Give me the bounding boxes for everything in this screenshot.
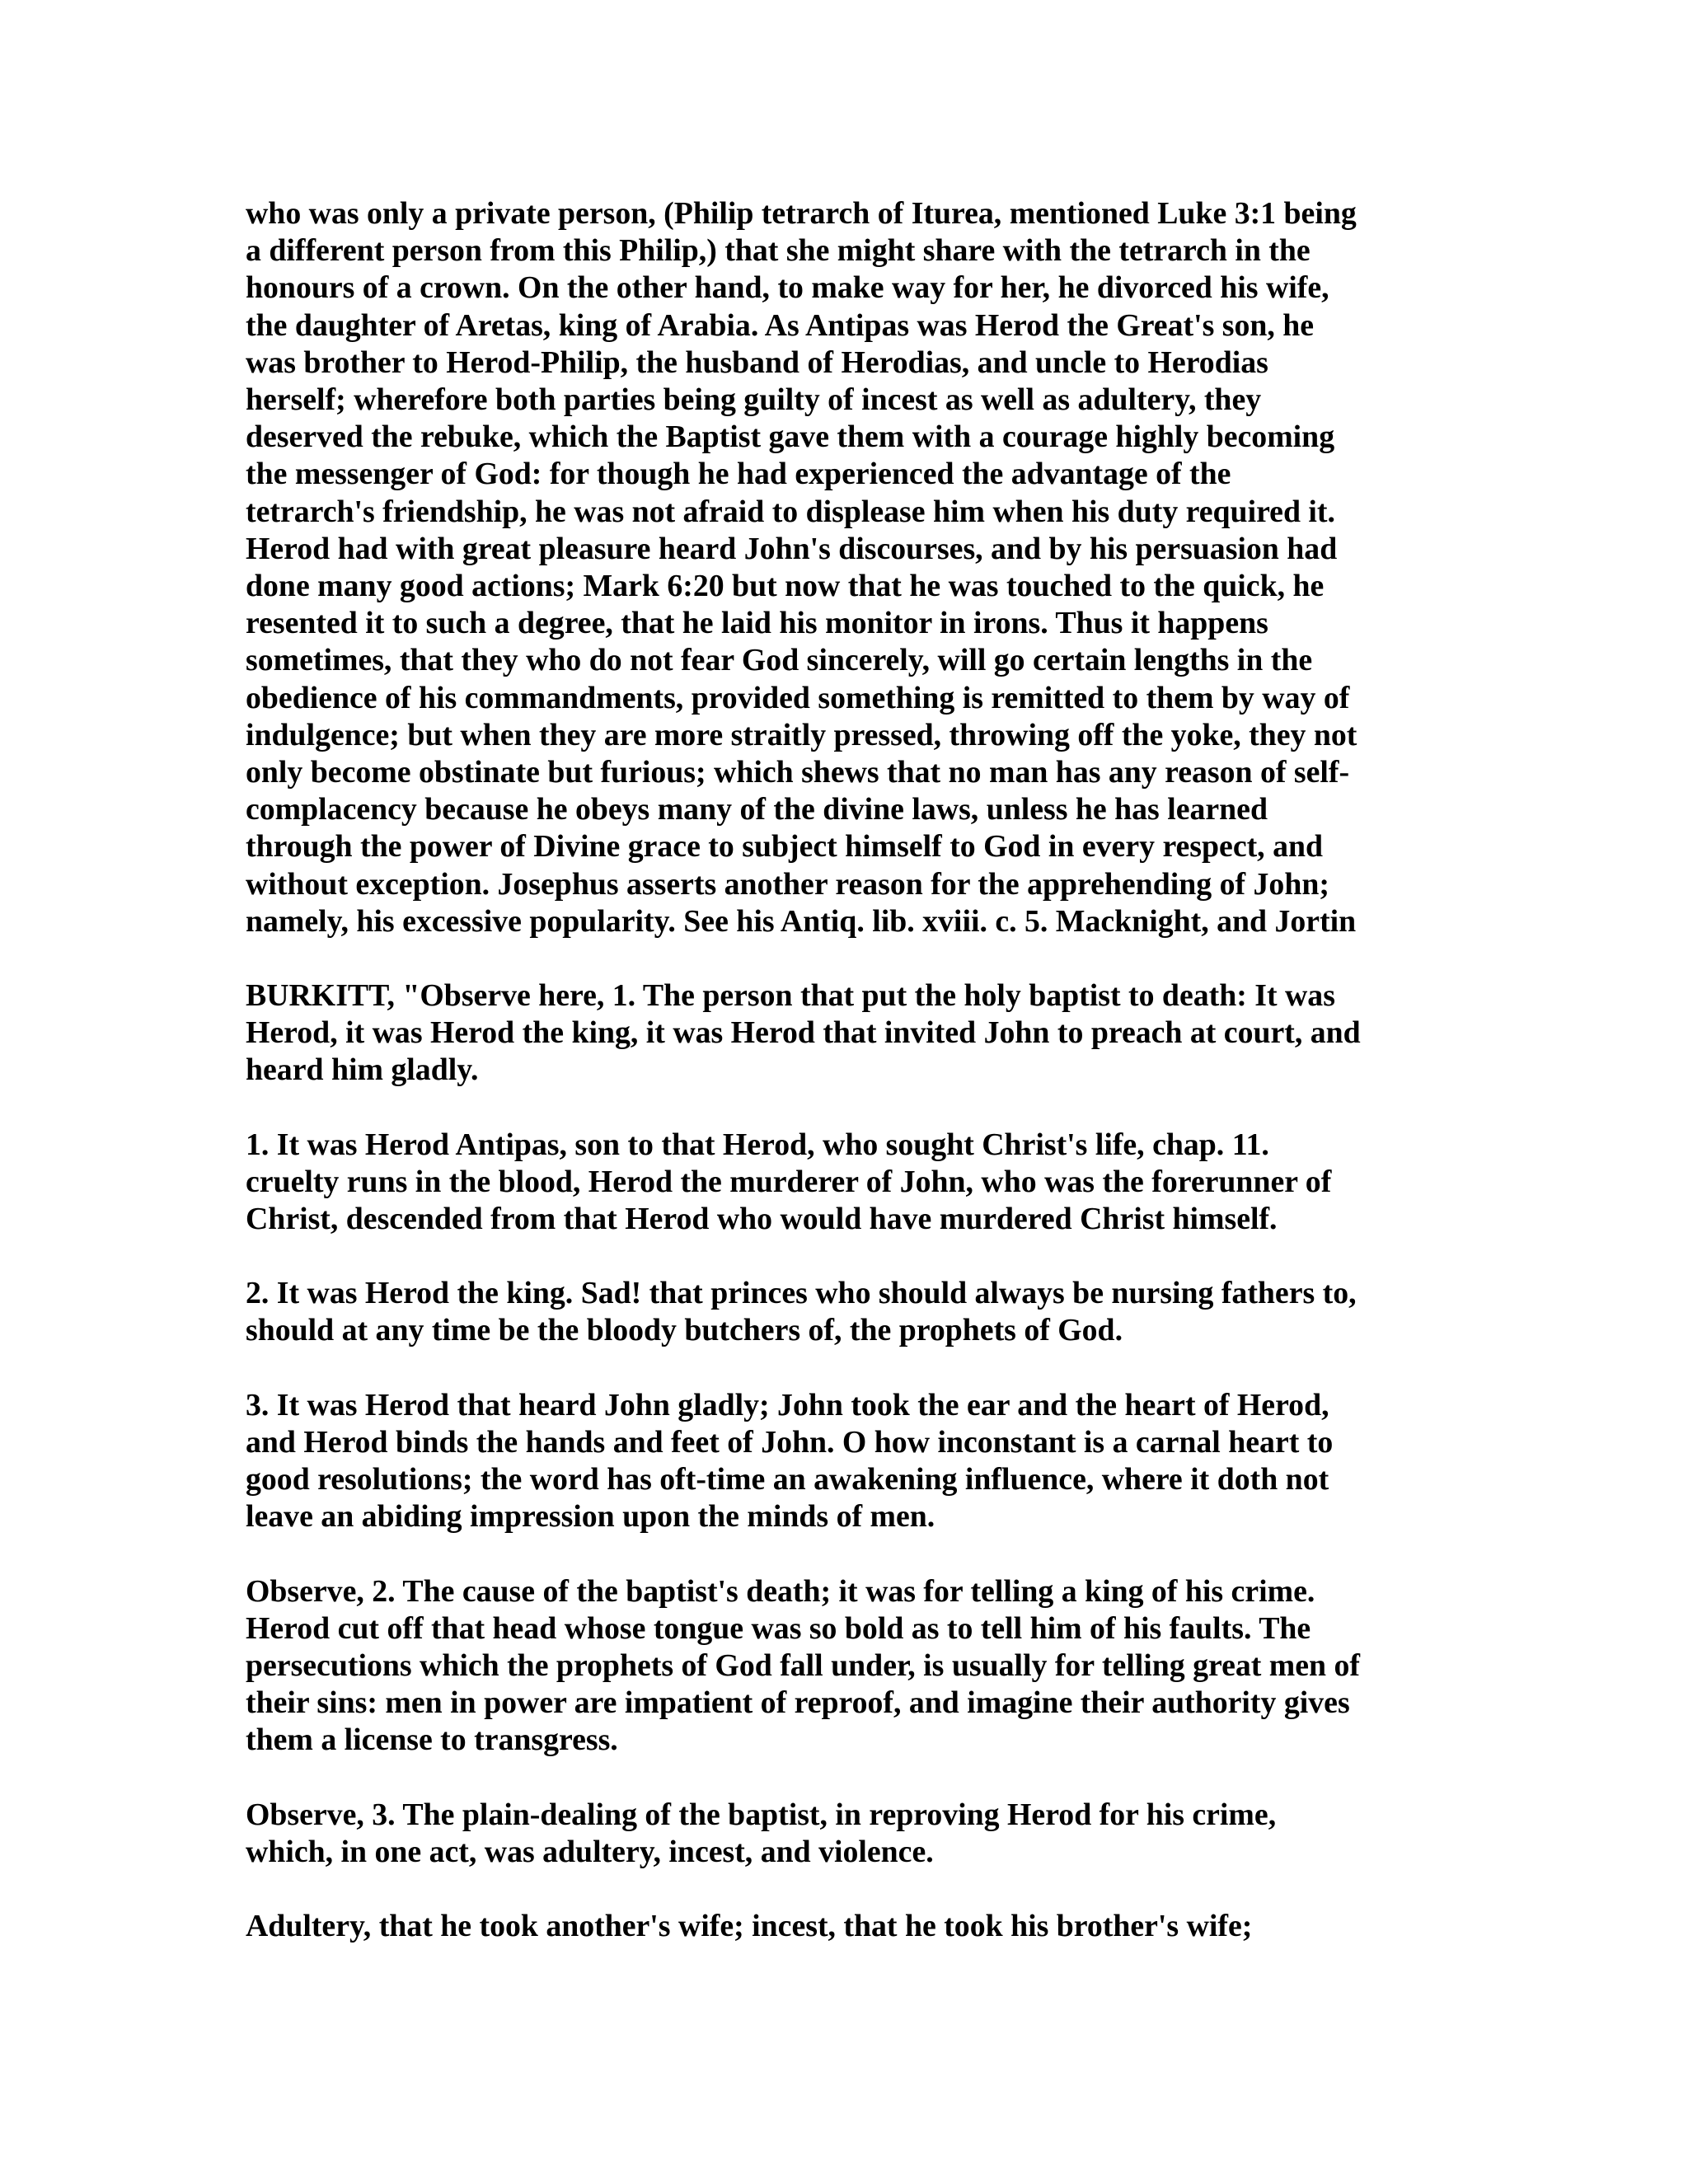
text-line: leave an abiding impression upon the minds of men. [246, 1499, 935, 1535]
paragraph [246, 195, 1449, 940]
text-line: obedience of his commandments, provided something is remitted to them by way of [246, 680, 1350, 715]
text-line: 1. It was Herod Antipas, son to that Herod, who sought Christ's life, chap. 11. [246, 1127, 1269, 1162]
text-line: Herod had with great pleasure heard John's discourses, and by his persuasion had [246, 531, 1338, 566]
text-line: Observe, 2. The cause of the baptist's death; it was for telling a king of his crime. [246, 1573, 1315, 1609]
text-line: Herod, it was Herod the king, it was Herod that invited John to preach at court, and [246, 1015, 1361, 1051]
text-line: deserved the rebuke, which the Baptist gave them with a courage highly becoming [246, 419, 1335, 455]
text-line: honours of a crown. On the other hand, to make way for her, he divorced his wife, [246, 270, 1329, 306]
text-line: who was only a private person, (Philip tetrarch of Iturea, mentioned Luke 3:1 being [246, 196, 1357, 231]
text-line: indulgence; but when they are more straitly pressed, throwing off the yoke, they not [246, 717, 1357, 752]
text-line: Christ, descended from that Herod who would have murdered Christ himself. [246, 1202, 1278, 1237]
text-line: through the power of Divine grace to subject himself to God in every respect, and [246, 829, 1324, 865]
text-line: 2. It was Herod the king. Sad! that princes who should always be nursing fathers to, [246, 1276, 1357, 1311]
paragraph [246, 1908, 1449, 1945]
text-line: which, in one act, was adultery, incest, and violence. [246, 1834, 934, 1869]
paragraph [246, 977, 1449, 1090]
text-line: cruelty runs in the blood, Herod the murderer of John, who was the forerunner of [246, 1164, 1332, 1199]
text-line: and Herod binds the hands and feet of John. O how inconstant is a carnal heart to [246, 1424, 1334, 1460]
text-line: Adultery, that he took another's wife; incest, that he took his brother's wife; [246, 1908, 1253, 1943]
text-line: only become obstinate but furious; which shews that no man has any reason of self- [246, 755, 1350, 790]
text-line: without exception. Josephus asserts another reason for the apprehending of John; [246, 866, 1329, 902]
text-line: good resolutions; the word has oft-time an awakening influence, where it doth not [246, 1462, 1329, 1497]
text-line: persecutions which the prophets of God fall under, is usually for telling great men of [246, 1647, 1361, 1683]
paragraph [246, 1797, 1449, 1871]
text-line: 3. It was Herod that heard John gladly; John took the ear and the heart of Herod, [246, 1387, 1329, 1422]
text-line: sometimes, that they who do not fear God sincerely, will go certain lengths in the [246, 643, 1313, 678]
document-body [246, 195, 1449, 1982]
paragraph [246, 1275, 1449, 1349]
text-line: complacency because he obeys many of the divine laws, unless he has learned [246, 792, 1268, 827]
text-line: BURKITT, "Observe here, 1. The person that put the holy baptist to death: It was [246, 978, 1335, 1014]
paragraph [246, 1127, 1449, 1239]
text-line: the daughter of Aretas, king of Arabia. As Antipas was Herod the Great's son, he [246, 307, 1315, 343]
text-line: a different person from this Philip,) that she might share with the tetrarch in the [246, 233, 1311, 269]
text-line: heard him gladly. [246, 1052, 479, 1088]
text-line: done many good actions; Mark 6:20 but now that he was touched to the quick, he [246, 569, 1325, 604]
paragraph [246, 1387, 1449, 1536]
text-line: Observe, 3. The plain-dealing of the baptist, in reproving Herod for his crime, [246, 1797, 1277, 1832]
text-line: Herod cut off that head whose tongue was so bold as to tell him of his faults. The [246, 1610, 1311, 1646]
text-line: the messenger of God: for though he had experienced the advantage of the [246, 457, 1231, 492]
paragraph [246, 1573, 1449, 1760]
text-line: herself; wherefore both parties being guilty of incest as well as adultery, they [246, 382, 1262, 418]
text-line: them a license to transgress. [246, 1722, 618, 1758]
text-line: should at any time be the bloody butchers of, the prophets of God. [246, 1313, 1123, 1348]
text-line: resented it to such a degree, that he laid his monitor in irons. Thus it happens [246, 606, 1268, 641]
text-line: namely, his excessive popularity. See his Antiq. lib. xviii. c. 5. Macknight, and Jortin [246, 903, 1357, 939]
text-line: tetrarch's friendship, he was not afraid to displease him when his duty required it. [246, 494, 1335, 529]
text-line: was brother to Herod-Philip, the husband of Herodias, and uncle to Herodias [246, 344, 1268, 380]
text-line: their sins: men in power are impatient of reproof, and imagine their authority gives [246, 1685, 1350, 1721]
